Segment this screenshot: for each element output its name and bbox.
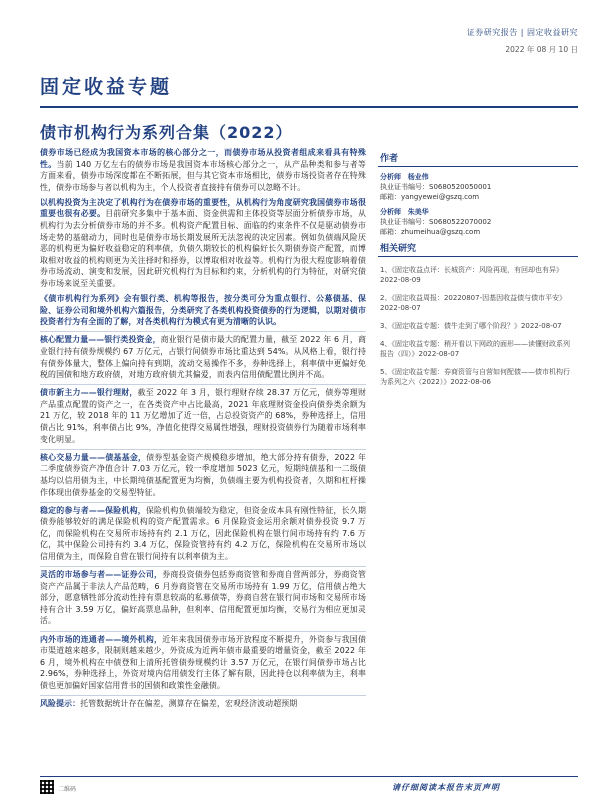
summary-paragraph [40, 449, 366, 498]
main-content [40, 147, 366, 713]
category-divider [40, 106, 578, 108]
report-category: 固定收益专题 [40, 76, 173, 98]
sidebar [378, 147, 578, 393]
summary-paragraph [40, 331, 366, 380]
paragraph-body: 券商投资债券包括券商资管和券商自营两部分，券商资管资产产品属于非法人产品范畴，6 月券商资管在交易所市场持有 1.99 万亿，信用债占绝大部分，愿意牺牲部分流动性持有票息较高的私募债等，券商自营在银行间市场和交易所市场持有合计 3.59 万亿，偏好高票息品种，但利率、信用配置更加均衡，交易行为相应更加灵活。 [40, 570, 366, 626]
analyst-name: 杨业伟 [407, 173, 429, 181]
report-title: 债市机构行为系列合集（2022） [40, 123, 293, 142]
paragraph-body: 保险机构负债端较为稳定，但资金成本具有刚性特征，长久期债券能够较好的满足保险机构的资产配置需求。6 月保险资金运用余额对债券投资 9.7 万亿，而保险机构在交易所市场持有约 2.1 万亿，因此保险机构在银行间市场持有约 7.6 万亿，其中保险公司持有约 3.4 万亿，保险资管持有约 4.2 万亿，保险机构在交易所市场以信用债为主，而保险自营在银行间持有以利率债为主。 [40, 505, 366, 561]
analyst-block [378, 167, 578, 237]
paragraph-lead: 核心交易力量——债基基金， [40, 452, 147, 462]
summary-paragraph [40, 631, 366, 692]
paragraph-lead: 核心配置力量——银行类投资金， [40, 335, 161, 345]
paragraph-lead: 风险提示： [40, 699, 81, 709]
related-list [378, 263, 578, 387]
summary-paragraph [40, 384, 366, 445]
paragraph-lead: 债市新主力——银行理财， [40, 388, 138, 398]
summary-paragraph [40, 695, 366, 710]
summary-paragraph [40, 197, 366, 290]
related-report-link[interactable]: 5、《固定收益专题：券商资管与自营如何配债——债市机构行为系列之六（2022）》2022-08-06 [380, 368, 570, 386]
paragraph-body: 托管数据统计存在偏差，测算存在偏差，宏观经济波动超预期 [80, 699, 298, 709]
summary-paragraph [40, 566, 366, 627]
paragraph-lead: 债券市场已经成为我国资本市场的核心部分之一，而债券市场从投资者组成来看具有特殊性。 [40, 148, 366, 169]
analyst-cert: 执业证书编号：S0680522070002 [380, 218, 492, 226]
analyst-cert: 执业证书编号：S0680520050001 [380, 183, 492, 191]
related-report-link[interactable]: 3、《固定收益专题：债牛走到了哪个阶段？》2022-08-07 [380, 322, 562, 330]
footer-disclaimer[interactable]: 请仔细阅读本报告末页声明 [392, 783, 500, 792]
paragraph-body: 截至 2022 年 3 月，银行理财存续 28.37 万亿元，债券等理财产品重点配置的资产之一，在各类资产中占比最高，2021 年底理财资金投向债券类余额为 21 万亿，较 2018 年的 11 万亿增加了近一倍，占总投资资产的 68%，券种选择上，信用债占比 91%，利率债占比 9%，净值化使得交易属性增强，理财投资债券行为随着市场利率变化明显。 [40, 388, 366, 444]
related-report-link[interactable]: 2、《固定收益周报：20220807-因基因收益债与债市平安》2022-08-07 [380, 294, 567, 312]
summary-paragraph [40, 293, 366, 328]
paragraph-lead: 灵活的市场参与者——证券公司， [40, 570, 163, 580]
footer-divider [40, 776, 578, 777]
analyst-email[interactable]: 邮箱：yangyewei@gszq.com [380, 193, 480, 201]
summary-paragraph [40, 147, 366, 193]
header-date: 2022 年 08 月 10 日 [505, 45, 578, 54]
analyst-name: 朱美华 [407, 208, 429, 216]
paragraph-lead: 《债市机构行为系列》会有银行类、机构等报告，按分类可分为重点银行、公募债基、保险、证券公司和境外机构六篇报告，分类研究了各类机构投资债券的行为逻辑，以期对债市投资者行为有全面的了解，对各类机构行为模式有更为清晰的认识。 [40, 294, 366, 327]
analyst-email[interactable]: 邮箱：zhumeihua@gszq.com [380, 228, 481, 236]
summary-paragraph [40, 502, 366, 563]
related-section-title: 相关研究 [378, 242, 578, 257]
paragraph-lead: 内外市场的连通者——境外机构， [40, 634, 163, 644]
related-report-link[interactable]: 1、《固定收益点评：长城资产：风险再现，有回却也有异》2022-08-09 [380, 266, 563, 284]
paragraph-lead: 稳定的参与者——保险机构， [40, 505, 146, 515]
paragraph-body: 当前 140 万亿左右的债券市场是我国资本市场核心部分之一，从产品种类和参与者等方面来看，债券市场深度都在不断拓展，但与其它资本市场相比，债券市场投资者存在特殊性，债券市场参与者以机构为主，个人投资者直接持有债券可以忽略不计。 [40, 159, 366, 192]
qr-code [40, 780, 54, 794]
analyst-label: 分析师 [380, 208, 401, 216]
related-report-link[interactable]: 4、《固定收益专题：稍开看以下网政的面形——读懂财政系列报告（四）》2022-08-07 [380, 340, 570, 358]
paragraph-body: 债券型基金资产规模稳步增加，绝大部分持有债券，2022 年二季度债券资产净值合计 7.03 万亿元，较一季度增加 5023 亿元，短期纯债基和一二级债基均以信用债为主，中长期纯债基配置更为均衡，负债端主要为机构投资者，久期和杠杆操作体现出债券基金的交易型特征。 [40, 452, 366, 497]
authors-section-title: 作者 [378, 152, 578, 167]
paragraph-body: 近年来我国债券市场开放程度不断提升，外资参与我国债市渠道越来越多，限制则越来越少，外资成为近两年债市最重要的增量资金，截至 2022 年 6 月，境外机构在中债登和上清所托管债券规模约计 3.57 万亿元，在银行间债券市场占比 2.96%，券种选择上，外资对境内信用债发行主体了解有限，因此持仓以利率债为主，利率债也更加偏好国家信用背书的国债和政策性金融债。 [40, 634, 366, 690]
analyst-label: 分析师 [380, 173, 401, 181]
header-report-types: 证券研究报告 | 固定收益研究 [466, 28, 578, 37]
qr-label: 二维码 [58, 786, 77, 793]
paragraph-lead: 以机构投资为主决定了机构行为在债券市场的重要性，从机构行为角度研究我国债券市场很重要也很有必要。 [40, 197, 366, 219]
paragraph-body: 商业银行是债市最大的配置力量，截至 2022 年 6 月，商业银行持有债券规模约 67 万亿元，占银行间债券市场比重达到 54%。从风格上看，银行持有债券体量大，整体上偏向持有到期，流动交易操作不多，券种选择上，利率债中更偏好免税的国债和地方政府债，对地方政府债尤其偏爱，而表内信用债配置比例并不高。 [40, 335, 366, 380]
paragraph-body: 目前研究多集中于基本面、资金供需和主体投资等层面分析债券市场，从机构行为去分析债券市场的并不多。机构资产配置目标、面临的约束条件不仅是驱动债券市场走势的基础动力，同时也是债券市场长期发展所无法忽视的决定因素。例如负债端风险厌恶的机构更为偏好收益稳定的利率债，负债久期较长的机构偏好长久期债券资产配置，而博取相对收益的机构则更为关注择时和择券，以博取相对收益等。机构行为很大程度影响着债券市场流动、演变和发展，因此研究机构行为目标和约束，分析机构的行为特征，对研究债券市场来说至关重要。 [40, 209, 367, 289]
